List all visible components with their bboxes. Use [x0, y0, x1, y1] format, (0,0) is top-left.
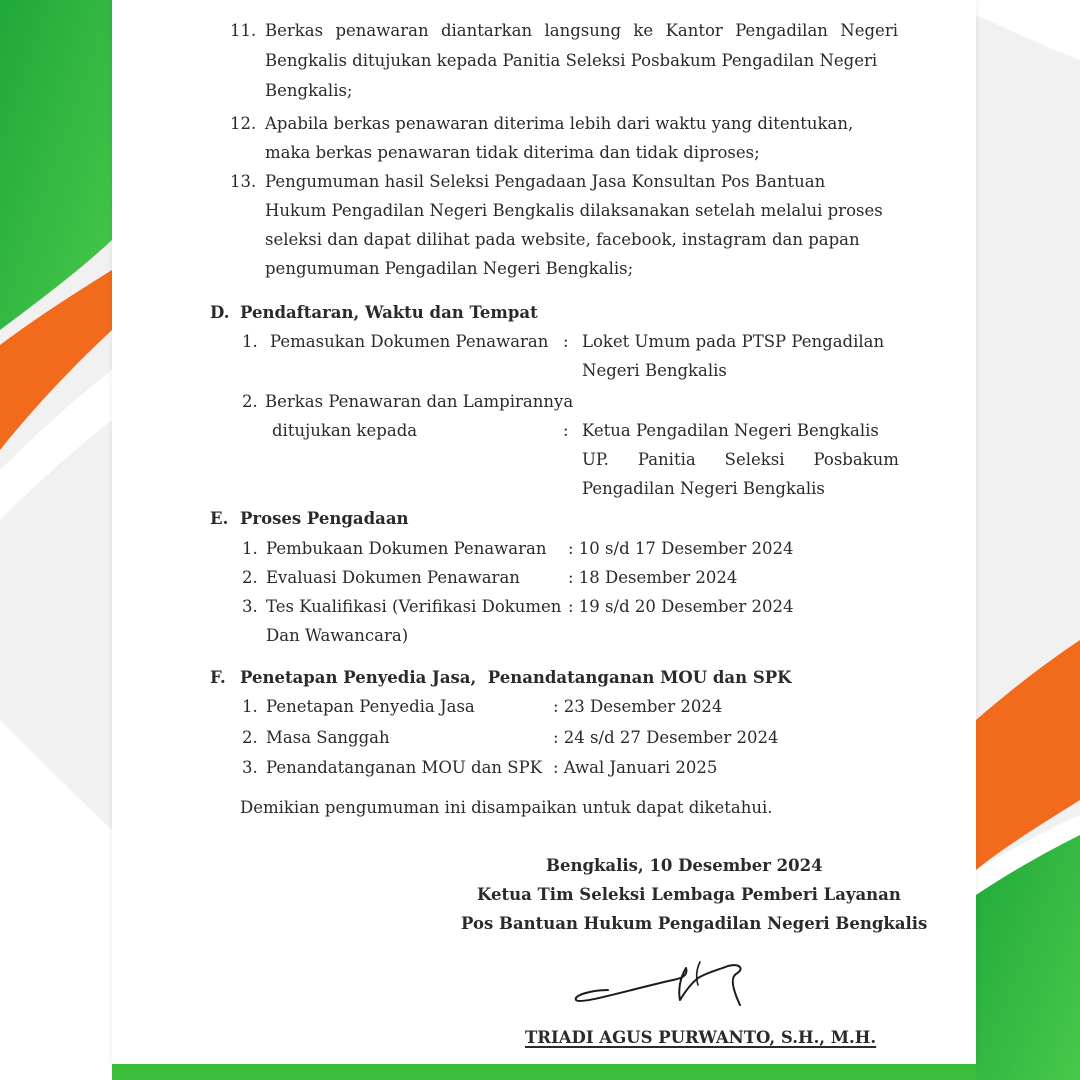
section-d-item-2-label-2: ditujukan kepada [272, 421, 418, 440]
item-13-line-3: seleksi dan dapat dilihat pada website, facebook, instagram dan papan [265, 230, 860, 249]
section-e-item-3-label: Tes Kualifikasi (Verifikasi Dokumen [266, 597, 562, 616]
section-f-item-2-label: Masa Sanggah [266, 728, 390, 747]
section-e-item-2-label: Evaluasi Dokumen Penawaran [266, 568, 520, 587]
item-13-number: 13. [230, 172, 257, 191]
item-11-line-1: Berkas penawaran diantarkan langsung ke Kantor Pengadilan Negeri [265, 21, 898, 40]
section-d-item-1-number: 1. [242, 332, 258, 351]
item-13-line-2: Hukum Pengadilan Negeri Bengkalis dilaksanakan setelah melalui proses [265, 201, 883, 220]
section-f-item-3-number: 3. [242, 758, 258, 777]
section-d-item-1-colon: : [563, 332, 569, 351]
section-d-item-1-value-2: Negeri Bengkalis [582, 361, 727, 380]
section-f-item-2-number: 2. [242, 728, 258, 747]
section-f-item-1-value: : 23 Desember 2024 [553, 697, 723, 716]
section-d-item-2-number: 2. [242, 392, 258, 411]
section-d-item-2-colon: : [563, 421, 569, 440]
section-f-item-3-value: : Awal Januari 2025 [553, 758, 718, 777]
signature-role-line-2: Pos Bantuan Hukum Pengadilan Negeri Bengkalis [461, 914, 928, 933]
section-f-item-1-label: Penetapan Penyedia Jasa [266, 697, 475, 716]
section-f-item-1-number: 1. [242, 697, 258, 716]
item-11-number: 11. [230, 21, 257, 40]
section-e-letter: E. [210, 509, 229, 528]
section-d-title: Pendaftaran, Waktu dan Tempat [240, 303, 538, 322]
section-f-item-2-value: : 24 s/d 27 Desember 2024 [553, 728, 779, 747]
section-f-title: Penetapan Penyedia Jasa, Penandatanganan MOU dan SPK [240, 668, 792, 687]
signature-place-date: Bengkalis, 10 Desember 2024 [546, 856, 823, 875]
section-e-item-3-value: : 19 s/d 20 Desember 2024 [568, 597, 794, 616]
closing-statement: Demikian pengumuman ini disampaikan untuk dapat diketahui. [240, 798, 773, 817]
handwritten-signature [568, 960, 758, 1010]
item-12-number: 12. [230, 114, 257, 133]
section-e-title: Proses Pengadaan [240, 509, 409, 528]
item-11-line-2: Bengkalis ditujukan kepada Panitia Seleksi Posbakum Pengadilan Negeri [265, 51, 878, 70]
item-12-line-2: maka berkas penawaran tidak diterima dan tidak diproses; [265, 143, 760, 162]
signature-role-line-1: Ketua Tim Seleksi Lembaga Pemberi Layanan [477, 885, 901, 904]
section-e-item-2-number: 2. [242, 568, 258, 587]
section-f-item-3-label: Penandatanganan MOU dan SPK [266, 758, 543, 777]
section-e-item-2-value: : 18 Desember 2024 [568, 568, 738, 587]
section-d-item-2-value-2: UP. Panitia Seleksi Posbakum [582, 450, 899, 469]
item-12-line-1: Apabila berkas penawaran diterima lebih dari waktu yang ditentukan, [265, 114, 854, 133]
section-d-item-2-value-1: Ketua Pengadilan Negeri Bengkalis [582, 421, 879, 440]
section-f-letter: F. [210, 668, 226, 687]
section-e-item-3-number: 3. [242, 597, 258, 616]
section-e-item-1-value: : 10 s/d 17 Desember 2024 [568, 539, 794, 558]
section-d-item-2-value-3: Pengadilan Negeri Bengkalis [582, 479, 825, 498]
section-e-item-1-number: 1. [242, 539, 258, 558]
section-e-item-3-label-2: Dan Wawancara) [266, 626, 409, 645]
section-d-item-1-value-1: Loket Umum pada PTSP Pengadilan [582, 332, 885, 351]
item-11-line-3: Bengkalis; [265, 81, 353, 100]
section-e-item-1-label: Pembukaan Dokumen Penawaran [266, 539, 547, 558]
section-d-letter: D. [210, 303, 230, 322]
item-13-line-4: pengumuman Pengadilan Negeri Bengkalis; [265, 259, 634, 278]
section-d-item-2-label-1: Berkas Penawaran dan Lampirannya [265, 392, 574, 411]
section-d-item-1-label: Pemasukan Dokumen Penawaran [270, 332, 549, 351]
item-13-line-1: Pengumuman hasil Seleksi Pengadaan Jasa Konsultan Pos Bantuan [265, 172, 826, 191]
signatory-name: TRIADI AGUS PURWANTO, S.H., M.H. [525, 1028, 877, 1047]
